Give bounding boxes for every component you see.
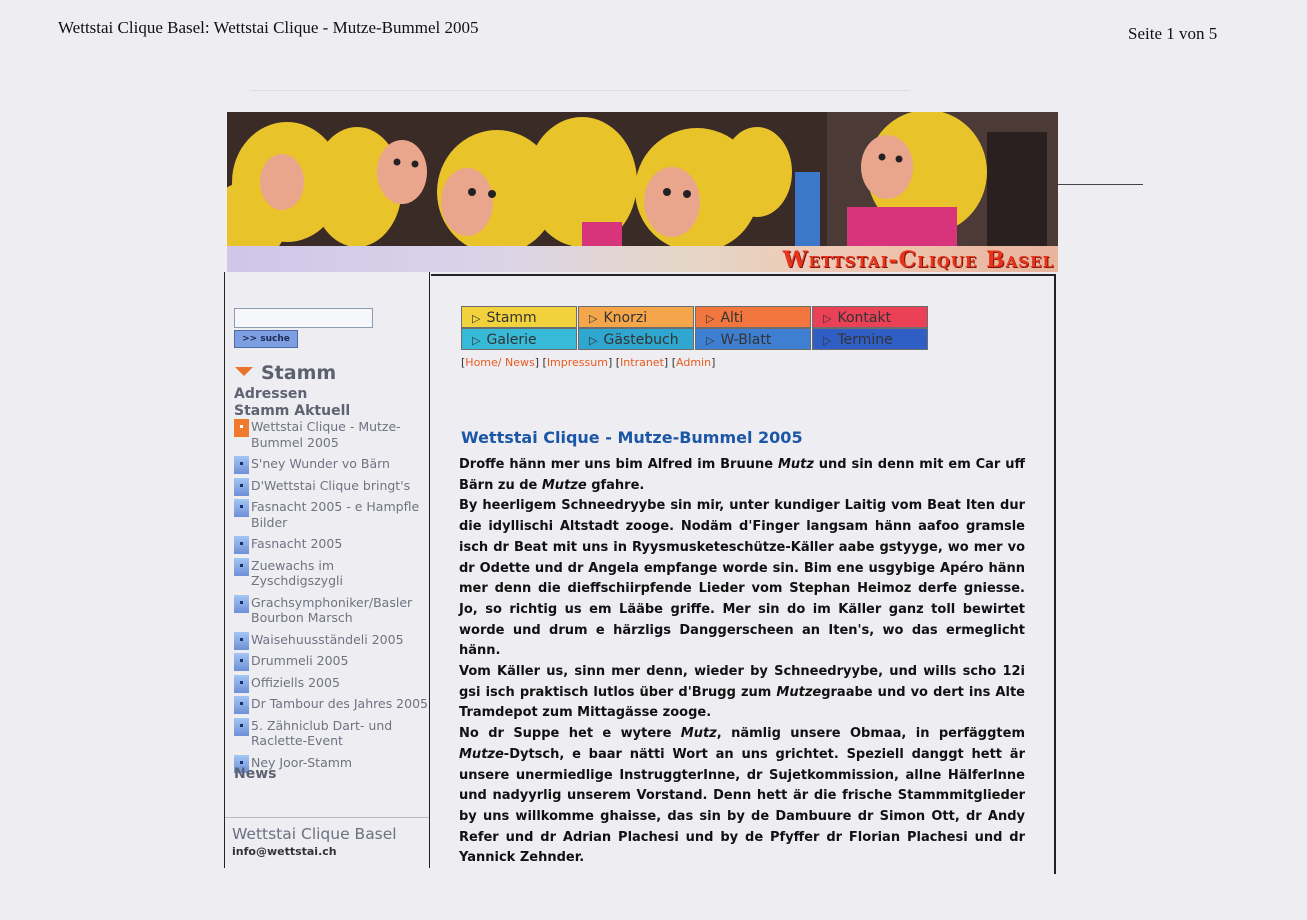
print-page-number: Seite 1 von 5 [1128,24,1218,43]
crowd-photo [227,112,1058,247]
nav-button-label: Stamm [486,310,537,326]
secondary-link-label: Home/ News [465,356,535,369]
nav-button-label: Knorzi [603,310,648,326]
triangle-right-icon: ▷ [589,312,598,325]
footer-email-link[interactable]: info@wettstai.ch [232,845,337,858]
secondary-link[interactable]: [Intranet] [615,356,672,369]
arrow-down-icon [235,367,253,376]
nav-button-knorzi[interactable] [578,306,694,328]
nav-button-label: Kontakt [837,310,892,326]
nav-button-stamm[interactable] [461,306,577,328]
triangle-right-icon: ▷ [472,334,481,347]
sidebar-subitem[interactable]: Fasnacht 2005 [234,536,428,552]
sidebar-link-news[interactable]: News [234,766,277,782]
bullet-icon [234,478,249,496]
sidebar-subitem[interactable]: Zuewachs im Zyschdigszygli [234,558,428,589]
header-banner [227,112,1058,272]
bullet-icon [234,456,249,474]
divider [250,90,910,91]
bullet-icon [234,419,249,437]
triangle-right-icon: ▷ [823,334,832,347]
emphasis: Mutz [680,726,717,742]
sidebar-subitem[interactable]: 5. Zähniclub Dart- und Raclette-Event [234,718,428,749]
article-paragraph: Vom Käller us, sinn mer denn, wieder by Schneedryybe, und wills scho 12i gsi isch praktisch lutlos über d'Brugg zum Mutzegraabe und vo dert ins Alte Tramdepot zum Mittagässe zooge. [459,664,1025,721]
secondary-link[interactable]: [Home/ News] [461,356,543,369]
divider [225,817,429,818]
bullet-icon [234,718,249,736]
nav-button-alti[interactable] [695,306,811,328]
secondary-link-label: Admin [676,356,712,369]
triangle-right-icon: ▷ [706,312,715,325]
sidebar-subitem[interactable]: Fasnacht 2005 - e Hampfle Bilder [234,499,428,530]
nav-button-label: Termine [837,332,893,348]
sidebar-subitem[interactable]: S'ney Wunder vo Bärn [234,456,428,472]
sidebar-section-title: Stamm [235,362,336,384]
sidebar-subitem[interactable]: Drummeli 2005 [234,653,428,669]
sidebar-subitem[interactable]: Dr Tambour des Jahres 2005 [234,696,428,712]
sidebar-subitem[interactable]: D'Wettstai Clique bringt's [234,478,428,494]
bullet-icon [234,675,249,693]
bullet-icon [234,536,249,554]
emphasis: Mutze [776,684,822,700]
triangle-right-icon: ▷ [472,312,481,325]
print-title: Wettstai Clique Basel: Wettstai Clique - Mutze-Bummel 2005 [58,18,479,37]
sidebar-subitem[interactable]: Grachsymphoniker/Basler Bourbon Marsch [234,595,428,626]
bullet-icon [234,653,249,671]
article-paragraph: By heerligem Schneedryybe sin mir, unter kundiger Laitig vom Beat Iten dur die idyllischi Altstadt zooge. Nodäm d'Finger langsam hänn aafoo gramsle isch dr Beat mit uns in Ryysmusketeschütze-Käller aabe gstyyge, wo mer vo dr Odette und dr Angela empfange worde sin. Bim ene usgybige Apéro hänn mer denn die dieffschiirpfende Lieder vom Stephan Heimoz derfe gniesse. Jo, so richtig us em Lääbe griffe. Mer sin do im Käller ganz toll bewirtet worde und drum e härzligs Danggerscheen an Iten's, wo das ermeglicht hänn. [459,498,1025,659]
bullet-icon [234,558,249,576]
secondary-link-label: Intranet [620,356,664,369]
sidebar-subitem[interactable]: Waisehuusständeli 2005 [234,632,428,648]
triangle-right-icon: ▷ [706,334,715,347]
sidebar-link-stamm-aktuell[interactable]: Stamm Aktuell [234,403,351,419]
nav-row [461,306,931,328]
bullet-icon [234,595,249,613]
nav-button-label: Galerie [486,332,537,348]
secondary-link-label: Impressum [546,356,608,369]
bullet-icon [234,499,249,517]
emphasis: Mutze [541,477,587,493]
sidebar-subitem[interactable]: Offiziells 2005 [234,675,428,691]
sidebar [224,272,430,868]
nav-button-kontakt[interactable] [812,306,928,328]
sidebar-subitem[interactable]: Wettstai Clique - Mutze-Bummel 2005 [234,419,428,450]
nav-button-galerie[interactable] [461,328,577,350]
triangle-right-icon: ▷ [589,334,598,347]
bullet-icon [234,696,249,714]
sidebar-sublist [234,419,428,776]
article-title: Wettstai Clique - Mutze-Bummel 2005 [461,428,803,447]
nav-button-w-blatt[interactable] [695,328,811,350]
article-paragraph: No dr Suppe het e wytere Mutz, nämlig unsere Obmaa, in perfäggtem Mutze-Dytsch, e baar nätti Wort an uns grichtet. Speziell danggt hett är unsere unermiedlige InstruggterInne, dr Sujetkommission, allne HälferInne und nadyyrlig unserem Vorstand. Denn hett är die frische Stammmitglieder by uns willkomme ghaisse, das sin by de Dambuure dr Simon Ott, dr Andy Refer und dr Adrian Plachesi und by de Pfyffer dr Florian Plachesi und dr Yannick Zehnder. [459,726,1025,866]
nav-button-label: Gästebuch [603,332,679,348]
site-logo[interactable]: Wettstai-Clique Basel [782,247,1054,272]
search-input[interactable] [234,308,373,328]
emphasis: Mutz [777,457,814,472]
search-button[interactable]: >> suche [234,330,298,348]
triangle-right-icon: ▷ [823,312,832,325]
nav-menu [461,306,931,350]
sidebar-link-adressen[interactable]: Adressen [234,386,308,402]
article-body [459,455,1025,869]
secondary-link[interactable]: [Impressum] [542,356,616,369]
sidebar-subitem[interactable]: Ney Joor-Stamm [234,755,428,771]
nav-button-label: Alti [720,310,744,326]
nav-button-gästebuch[interactable] [578,328,694,350]
footer-org-name: Wettstai Clique Basel [232,825,397,843]
nav-button-label: W-Blatt [720,332,772,348]
secondary-links [461,356,715,369]
divider [1058,184,1143,185]
nav-row [461,328,931,350]
article-paragraph: Droffe hänn mer uns bim Alfred im Bruune Mutz und sin denn mit em Car uff Bärn zu de Mutze gfahre. [459,457,1026,493]
emphasis: Mutze [459,746,504,762]
main-content [431,274,1056,874]
nav-button-termine[interactable] [812,328,928,350]
bullet-icon [234,632,249,650]
secondary-link[interactable]: [Admin] [671,356,716,369]
